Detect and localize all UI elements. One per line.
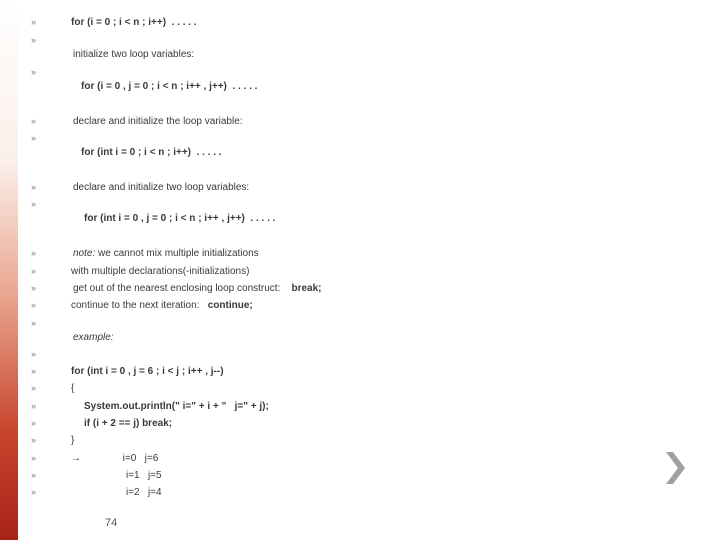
text-segment: break; bbox=[291, 283, 322, 294]
bullet-icon: » bbox=[31, 283, 37, 293]
text-line bbox=[0, 297, 720, 314]
text-segment: } bbox=[71, 435, 75, 446]
bullet-icon: » bbox=[31, 418, 37, 428]
line-text bbox=[71, 14, 197, 31]
bullet-icon: » bbox=[31, 35, 37, 45]
bullet-icon: » bbox=[31, 435, 37, 445]
bullet-icon: » bbox=[31, 318, 37, 328]
text-line bbox=[0, 346, 720, 363]
text-segment: if (i + 2 == j) break; bbox=[84, 418, 173, 429]
text-line bbox=[0, 432, 720, 449]
line-text bbox=[73, 179, 249, 196]
text-line bbox=[0, 467, 720, 484]
line-text bbox=[81, 144, 222, 161]
bullet-icon: » bbox=[31, 349, 37, 359]
chevron-right-icon[interactable] bbox=[664, 450, 686, 486]
line-text bbox=[126, 467, 162, 484]
text-line bbox=[0, 210, 720, 227]
text-line bbox=[0, 398, 720, 415]
line-text bbox=[73, 280, 321, 297]
bullet-icon: » bbox=[31, 199, 37, 209]
line-text bbox=[71, 450, 158, 467]
line-text bbox=[71, 363, 224, 380]
bullet-icon: » bbox=[31, 67, 37, 77]
text-segment: for (i = 0 , j = 0 ; i < n ; i++ , j++) . . . . . bbox=[81, 81, 258, 92]
line-text bbox=[71, 432, 74, 449]
bullet-icon: » bbox=[31, 182, 37, 192]
text-line bbox=[0, 245, 720, 262]
text-line bbox=[0, 363, 720, 380]
text-line bbox=[0, 46, 720, 63]
line-text bbox=[71, 263, 249, 280]
bullet-icon: » bbox=[31, 116, 37, 126]
text-segment: for (int i = 0 ; i < n ; i++) . . . . . bbox=[81, 147, 222, 158]
text-line bbox=[0, 78, 720, 95]
text-line bbox=[0, 484, 720, 501]
line-text bbox=[84, 415, 172, 432]
text-segment: get out of the nearest enclosing loop construct: bbox=[73, 283, 292, 294]
text-line bbox=[0, 280, 720, 297]
text-segment: we cannot mix multiple initializations bbox=[95, 248, 259, 259]
text-segment: example: bbox=[73, 332, 114, 343]
bullet-icon: » bbox=[31, 366, 37, 376]
text-segment: continue; bbox=[207, 300, 253, 311]
bullet-icon: » bbox=[31, 300, 37, 310]
bullet-icon: » bbox=[31, 17, 37, 27]
text-segment: continue to the next iteration: bbox=[71, 300, 208, 311]
text-segment: declare and initialize two loop variables: bbox=[73, 182, 250, 193]
line-text bbox=[84, 210, 275, 227]
text-segment: for (int i = 0 , j = 6 ; i < j ; i++ , j--) bbox=[71, 366, 224, 377]
line-text bbox=[71, 297, 253, 314]
text-segment: i=1 j=5 bbox=[126, 470, 162, 481]
line-text bbox=[73, 329, 114, 346]
text-line bbox=[0, 380, 720, 397]
page-number: 74 bbox=[105, 517, 118, 529]
text-segment: for (int i = 0 , j = 0 ; i < n ; i++ , j++) . . . . . bbox=[84, 213, 276, 224]
text-segment: with multiple declarations(-initializations) bbox=[71, 266, 250, 277]
text-line bbox=[0, 329, 720, 346]
text-line bbox=[0, 144, 720, 161]
bullet-icon: » bbox=[31, 470, 37, 480]
bullet-icon: » bbox=[31, 383, 37, 393]
bullet-icon: » bbox=[31, 401, 37, 411]
text-segment: for (i = 0 ; i < n ; i++) . . . . . bbox=[71, 17, 197, 28]
bullet-icon: » bbox=[31, 266, 37, 276]
text-line bbox=[0, 415, 720, 432]
bullet-icon: » bbox=[31, 487, 37, 497]
text-segment: declare and initialize the loop variable: bbox=[73, 116, 243, 127]
text-line bbox=[0, 179, 720, 196]
text-segment: initialize two loop variables: bbox=[73, 49, 195, 60]
text-line bbox=[0, 450, 720, 467]
text-segment: System.out.println(" i=" + i + " j=" + j); bbox=[84, 401, 269, 412]
bullet-icon: » bbox=[31, 453, 37, 463]
bullet-icon: » bbox=[31, 133, 37, 143]
text-line bbox=[0, 113, 720, 130]
text-line bbox=[0, 263, 720, 280]
line-text bbox=[73, 113, 243, 130]
line-text bbox=[126, 484, 162, 501]
text-segment: { bbox=[71, 383, 75, 394]
line-text bbox=[73, 245, 259, 262]
line-text bbox=[73, 46, 194, 63]
line-text bbox=[71, 380, 74, 397]
line-text bbox=[81, 78, 257, 95]
text-segment: i=2 j=4 bbox=[126, 487, 162, 498]
line-text bbox=[84, 398, 269, 415]
text-line bbox=[0, 14, 720, 31]
bullet-icon: » bbox=[31, 248, 37, 258]
text-segment: note: bbox=[73, 248, 96, 259]
text-segment: → i=0 j=6 bbox=[71, 453, 159, 464]
